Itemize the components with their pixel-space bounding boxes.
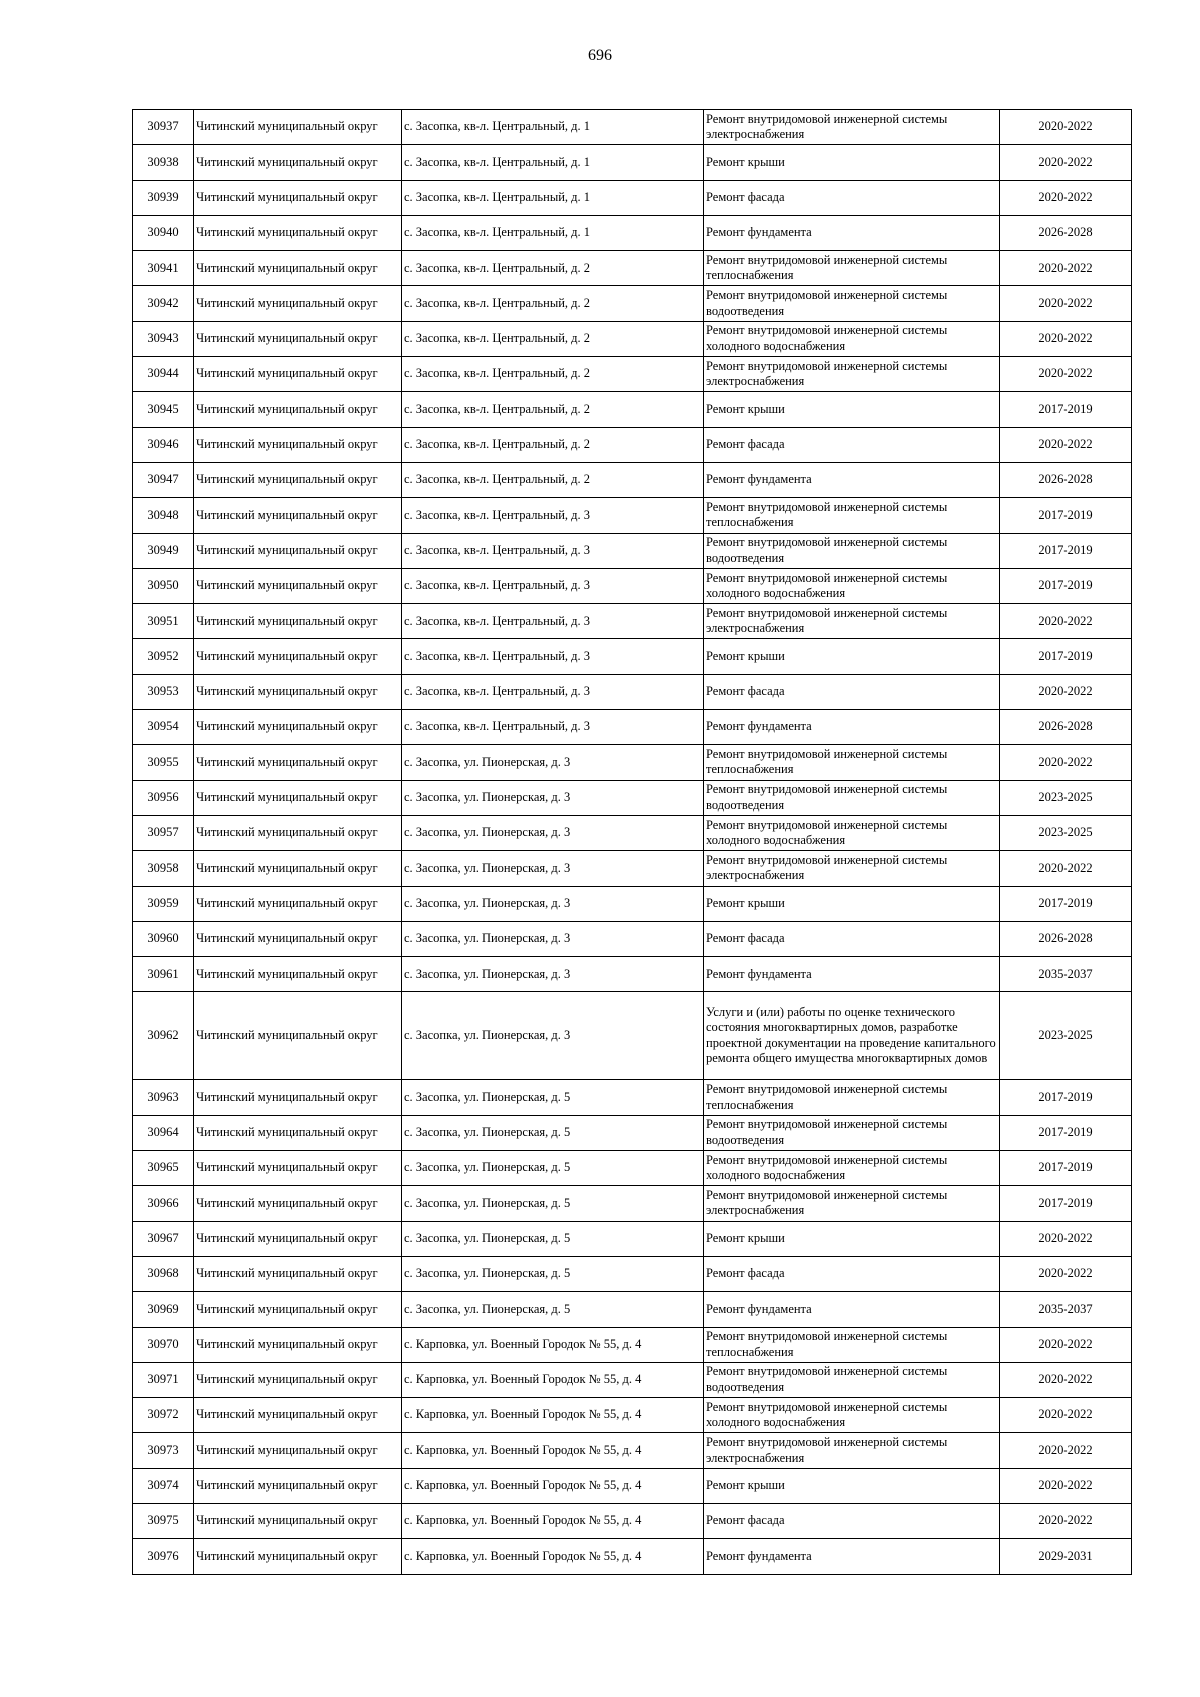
table-row [133, 215, 1132, 250]
row-number: 30948 [133, 498, 194, 533]
work-type-cell: Ремонт внутридомовой инженерной системы водоотведения [704, 286, 1000, 321]
work-type-cell: Ремонт внутридомовой инженерной системы теплоснабжения [704, 251, 1000, 286]
address-cell: с. Засопка, ул. Пионерская, д. 5 [402, 1256, 704, 1291]
table-row [133, 1221, 1132, 1256]
table-row [133, 1503, 1132, 1538]
work-type-cell: Ремонт внутридомовой инженерной системы водоотведения [704, 1115, 1000, 1150]
table-body [133, 110, 1132, 1575]
period-cell: 2023-2025 [1000, 815, 1132, 850]
work-type-cell: Ремонт внутридомовой инженерной системы холодного водоснабжения [704, 321, 1000, 356]
work-type-cell: Ремонт фасада [704, 1256, 1000, 1291]
address-cell: с. Засопка, ул. Пионерская, д. 3 [402, 921, 704, 956]
address-cell: с. Засопка, кв-л. Центральный, д. 2 [402, 427, 704, 462]
table-row [133, 815, 1132, 850]
period-cell: 2020-2022 [1000, 1398, 1132, 1433]
row-number: 30961 [133, 957, 194, 992]
address-cell: с. Засопка, кв-л. Центральный, д. 2 [402, 251, 704, 286]
municipality-cell: Читинский муниципальный округ [194, 1327, 402, 1362]
municipality-cell: Читинский муниципальный округ [194, 392, 402, 427]
municipality-cell: Читинский муниципальный округ [194, 427, 402, 462]
work-type-cell: Ремонт фасада [704, 921, 1000, 956]
period-cell: 2020-2022 [1000, 851, 1132, 886]
municipality-cell: Читинский муниципальный округ [194, 639, 402, 674]
table-row [133, 745, 1132, 780]
table-row [133, 921, 1132, 956]
municipality-cell: Читинский муниципальный округ [194, 1256, 402, 1291]
address-cell: с. Засопка, ул. Пионерская, д. 5 [402, 1080, 704, 1115]
address-cell: с. Засопка, кв-л. Центральный, д. 3 [402, 498, 704, 533]
row-number: 30951 [133, 604, 194, 639]
address-cell: с. Засопка, ул. Пионерская, д. 3 [402, 851, 704, 886]
row-number: 30957 [133, 815, 194, 850]
work-type-cell: Ремонт фундамента [704, 957, 1000, 992]
table-row [133, 1433, 1132, 1468]
row-number: 30953 [133, 674, 194, 709]
period-cell: 2026-2028 [1000, 462, 1132, 497]
row-number: 30954 [133, 710, 194, 745]
work-type-cell: Ремонт внутридомовой инженерной системы электроснабжения [704, 1186, 1000, 1221]
address-cell: с. Засопка, ул. Пионерская, д. 3 [402, 745, 704, 780]
municipality-cell: Читинский муниципальный округ [194, 886, 402, 921]
municipality-cell: Читинский муниципальный округ [194, 1433, 402, 1468]
table-row [133, 1151, 1132, 1186]
period-cell: 2017-2019 [1000, 886, 1132, 921]
address-cell: с. Засопка, кв-л. Центральный, д. 3 [402, 710, 704, 745]
row-number: 30947 [133, 462, 194, 497]
municipality-cell: Читинский муниципальный округ [194, 1468, 402, 1503]
table-row [133, 180, 1132, 215]
table-row [133, 1186, 1132, 1221]
municipality-cell: Читинский муниципальный округ [194, 674, 402, 709]
work-type-cell: Ремонт внутридомовой инженерной системы электроснабжения [704, 851, 1000, 886]
address-cell: с. Засопка, кв-л. Центральный, д. 3 [402, 568, 704, 603]
row-number: 30958 [133, 851, 194, 886]
period-cell: 2020-2022 [1000, 321, 1132, 356]
row-number: 30941 [133, 251, 194, 286]
period-cell: 2020-2022 [1000, 1503, 1132, 1538]
period-cell: 2017-2019 [1000, 568, 1132, 603]
municipality-cell: Читинский муниципальный округ [194, 251, 402, 286]
address-cell: с. Засопка, кв-л. Центральный, д. 1 [402, 110, 704, 145]
table-row [133, 392, 1132, 427]
table-row [133, 357, 1132, 392]
work-type-cell: Ремонт фундамента [704, 1539, 1000, 1574]
period-cell: 2020-2022 [1000, 145, 1132, 180]
address-cell: с. Засопка, ул. Пионерская, д. 5 [402, 1186, 704, 1221]
work-type-cell: Ремонт внутридомовой инженерной системы теплоснабжения [704, 745, 1000, 780]
municipality-cell: Читинский муниципальный округ [194, 462, 402, 497]
table-row [133, 321, 1132, 356]
row-number: 30963 [133, 1080, 194, 1115]
work-type-cell: Ремонт фасада [704, 674, 1000, 709]
period-cell: 2017-2019 [1000, 533, 1132, 568]
row-number: 30969 [133, 1292, 194, 1327]
period-cell: 2017-2019 [1000, 1186, 1132, 1221]
row-number: 30946 [133, 427, 194, 462]
work-type-cell: Ремонт фасада [704, 1503, 1000, 1538]
row-number: 30974 [133, 1468, 194, 1503]
period-cell: 2017-2019 [1000, 392, 1132, 427]
municipality-cell: Читинский муниципальный округ [194, 180, 402, 215]
row-number: 30952 [133, 639, 194, 674]
table-row [133, 533, 1132, 568]
row-number: 30939 [133, 180, 194, 215]
work-type-cell: Ремонт фундамента [704, 710, 1000, 745]
table-row [133, 992, 1132, 1080]
row-number: 30940 [133, 215, 194, 250]
table-row [133, 1115, 1132, 1150]
municipality-cell: Читинский муниципальный округ [194, 1362, 402, 1397]
work-type-cell: Ремонт внутридомовой инженерной системы электроснабжения [704, 1433, 1000, 1468]
work-type-cell: Ремонт внутридомовой инженерной системы водоотведения [704, 780, 1000, 815]
municipality-cell: Читинский муниципальный округ [194, 145, 402, 180]
period-cell: 2020-2022 [1000, 110, 1132, 145]
row-number: 30950 [133, 568, 194, 603]
row-number: 30971 [133, 1362, 194, 1397]
address-cell: с. Засопка, ул. Пионерская, д. 3 [402, 780, 704, 815]
period-cell: 2017-2019 [1000, 1080, 1132, 1115]
table-row [133, 1468, 1132, 1503]
address-cell: с. Засопка, ул. Пионерская, д. 5 [402, 1292, 704, 1327]
work-type-cell: Ремонт внутридомовой инженерной системы водоотведения [704, 533, 1000, 568]
table-row [133, 568, 1132, 603]
period-cell: 2020-2022 [1000, 1256, 1132, 1291]
table-row [133, 251, 1132, 286]
work-type-cell: Ремонт крыши [704, 639, 1000, 674]
table-row [133, 957, 1132, 992]
period-cell: 2020-2022 [1000, 1362, 1132, 1397]
row-number: 30944 [133, 357, 194, 392]
table-row [133, 780, 1132, 815]
period-cell: 2020-2022 [1000, 286, 1132, 321]
row-number: 30945 [133, 392, 194, 427]
address-cell: с. Карповка, ул. Военный Городок № 55, д. 4 [402, 1362, 704, 1397]
period-cell: 2029-2031 [1000, 1539, 1132, 1574]
work-type-cell: Ремонт внутридомовой инженерной системы теплоснабжения [704, 1080, 1000, 1115]
work-type-cell: Ремонт внутридомовой инженерной системы электроснабжения [704, 604, 1000, 639]
table-row [133, 1292, 1132, 1327]
table-row [133, 462, 1132, 497]
municipality-cell: Читинский муниципальный округ [194, 1115, 402, 1150]
row-number: 30973 [133, 1433, 194, 1468]
work-type-cell: Услуги и (или) работы по оценке технического состояния многоквартирных домов, разработке проектной документации на проведение капитального ремонта общего имущества многоквартирных домов [704, 992, 1000, 1080]
period-cell: 2020-2022 [1000, 1468, 1132, 1503]
work-type-cell: Ремонт фундамента [704, 215, 1000, 250]
work-type-cell: Ремонт крыши [704, 392, 1000, 427]
address-cell: с. Засопка, ул. Пионерская, д. 3 [402, 957, 704, 992]
work-type-cell: Ремонт крыши [704, 1221, 1000, 1256]
table-row [133, 710, 1132, 745]
table-row [133, 1362, 1132, 1397]
address-cell: с. Засопка, кв-л. Центральный, д. 3 [402, 533, 704, 568]
period-cell: 2020-2022 [1000, 604, 1132, 639]
address-cell: с. Засопка, кв-л. Центральный, д. 2 [402, 392, 704, 427]
table-row [133, 1256, 1132, 1291]
table-row [133, 110, 1132, 145]
address-cell: с. Карповка, ул. Военный Городок № 55, д. 4 [402, 1327, 704, 1362]
period-cell: 2020-2022 [1000, 674, 1132, 709]
row-number: 30970 [133, 1327, 194, 1362]
table-row [133, 498, 1132, 533]
repair-schedule-table [132, 109, 1132, 1575]
address-cell: с. Засопка, ул. Пионерская, д. 3 [402, 992, 704, 1080]
municipality-cell: Читинский муниципальный округ [194, 286, 402, 321]
row-number: 30968 [133, 1256, 194, 1291]
address-cell: с. Карповка, ул. Военный Городок № 55, д. 4 [402, 1398, 704, 1433]
work-type-cell: Ремонт внутридомовой инженерной системы электроснабжения [704, 357, 1000, 392]
municipality-cell: Читинский муниципальный округ [194, 498, 402, 533]
table-row [133, 1327, 1132, 1362]
municipality-cell: Читинский муниципальный округ [194, 957, 402, 992]
address-cell: с. Карповка, ул. Военный Городок № 55, д. 4 [402, 1433, 704, 1468]
row-number: 30972 [133, 1398, 194, 1433]
period-cell: 2020-2022 [1000, 1327, 1132, 1362]
period-cell: 2035-2037 [1000, 957, 1132, 992]
period-cell: 2017-2019 [1000, 639, 1132, 674]
row-number: 30964 [133, 1115, 194, 1150]
table-row [133, 639, 1132, 674]
work-type-cell: Ремонт крыши [704, 886, 1000, 921]
period-cell: 2020-2022 [1000, 180, 1132, 215]
table-row [133, 674, 1132, 709]
period-cell: 2020-2022 [1000, 357, 1132, 392]
period-cell: 2020-2022 [1000, 1433, 1132, 1468]
work-type-cell: Ремонт внутридомовой инженерной системы теплоснабжения [704, 498, 1000, 533]
municipality-cell: Читинский муниципальный округ [194, 110, 402, 145]
municipality-cell: Читинский муниципальный округ [194, 815, 402, 850]
period-cell: 2020-2022 [1000, 251, 1132, 286]
municipality-cell: Читинский муниципальный округ [194, 1539, 402, 1574]
work-type-cell: Ремонт фасада [704, 180, 1000, 215]
municipality-cell: Читинский муниципальный округ [194, 568, 402, 603]
address-cell: с. Засопка, кв-л. Центральный, д. 3 [402, 604, 704, 639]
row-number: 30962 [133, 992, 194, 1080]
municipality-cell: Читинский муниципальный округ [194, 1186, 402, 1221]
row-number: 30976 [133, 1539, 194, 1574]
table-row [133, 604, 1132, 639]
work-type-cell: Ремонт внутридомовой инженерной системы холодного водоснабжения [704, 568, 1000, 603]
table-row [133, 851, 1132, 886]
table-row [133, 886, 1132, 921]
row-number: 30960 [133, 921, 194, 956]
municipality-cell: Читинский муниципальный округ [194, 745, 402, 780]
address-cell: с. Карповка, ул. Военный Городок № 55, д. 4 [402, 1539, 704, 1574]
period-cell: 2026-2028 [1000, 710, 1132, 745]
period-cell: 2017-2019 [1000, 498, 1132, 533]
table-row [133, 427, 1132, 462]
period-cell: 2023-2025 [1000, 780, 1132, 815]
address-cell: с. Засопка, ул. Пионерская, д. 3 [402, 886, 704, 921]
address-cell: с. Засопка, кв-л. Центральный, д. 2 [402, 357, 704, 392]
address-cell: с. Засопка, кв-л. Центральный, д. 2 [402, 321, 704, 356]
row-number: 30955 [133, 745, 194, 780]
table-row [133, 1080, 1132, 1115]
address-cell: с. Карповка, ул. Военный Городок № 55, д. 4 [402, 1468, 704, 1503]
period-cell: 2023-2025 [1000, 992, 1132, 1080]
address-cell: с. Засопка, кв-л. Центральный, д. 3 [402, 639, 704, 674]
table-row [133, 1398, 1132, 1433]
table-row [133, 145, 1132, 180]
row-number: 30956 [133, 780, 194, 815]
row-number: 30975 [133, 1503, 194, 1538]
address-cell: с. Засопка, ул. Пионерская, д. 5 [402, 1115, 704, 1150]
municipality-cell: Читинский муниципальный округ [194, 1398, 402, 1433]
address-cell: с. Засопка, кв-л. Центральный, д. 2 [402, 286, 704, 321]
period-cell: 2020-2022 [1000, 745, 1132, 780]
municipality-cell: Читинский муниципальный округ [194, 533, 402, 568]
work-type-cell: Ремонт фундамента [704, 1292, 1000, 1327]
municipality-cell: Читинский муниципальный округ [194, 1221, 402, 1256]
work-type-cell: Ремонт фундамента [704, 462, 1000, 497]
period-cell: 2017-2019 [1000, 1151, 1132, 1186]
municipality-cell: Читинский муниципальный округ [194, 1292, 402, 1327]
row-number: 30966 [133, 1186, 194, 1221]
address-cell: с. Засопка, ул. Пионерская, д. 5 [402, 1221, 704, 1256]
address-cell: с. Засопка, кв-л. Центральный, д. 2 [402, 462, 704, 497]
work-type-cell: Ремонт крыши [704, 145, 1000, 180]
period-cell: 2035-2037 [1000, 1292, 1132, 1327]
table-row [133, 286, 1132, 321]
period-cell: 2017-2019 [1000, 1115, 1132, 1150]
municipality-cell: Читинский муниципальный округ [194, 992, 402, 1080]
municipality-cell: Читинский муниципальный округ [194, 321, 402, 356]
table-row [133, 1539, 1132, 1574]
address-cell: с. Засопка, кв-л. Центральный, д. 1 [402, 145, 704, 180]
row-number: 30937 [133, 110, 194, 145]
row-number: 30965 [133, 1151, 194, 1186]
address-cell: с. Засопка, ул. Пионерская, д. 5 [402, 1151, 704, 1186]
row-number: 30938 [133, 145, 194, 180]
work-type-cell: Ремонт внутридомовой инженерной системы водоотведения [704, 1362, 1000, 1397]
work-type-cell: Ремонт внутридомовой инженерной системы холодного водоснабжения [704, 815, 1000, 850]
work-type-cell: Ремонт крыши [704, 1468, 1000, 1503]
row-number: 30949 [133, 533, 194, 568]
period-cell: 2026-2028 [1000, 215, 1132, 250]
row-number: 30942 [133, 286, 194, 321]
municipality-cell: Читинский муниципальный округ [194, 710, 402, 745]
municipality-cell: Читинский муниципальный округ [194, 604, 402, 639]
municipality-cell: Читинский муниципальный округ [194, 1080, 402, 1115]
municipality-cell: Читинский муниципальный округ [194, 780, 402, 815]
work-type-cell: Ремонт внутридомовой инженерной системы электроснабжения [704, 110, 1000, 145]
address-cell: с. Засопка, кв-л. Центральный, д. 3 [402, 674, 704, 709]
municipality-cell: Читинский муниципальный округ [194, 921, 402, 956]
work-type-cell: Ремонт фасада [704, 427, 1000, 462]
municipality-cell: Читинский муниципальный округ [194, 215, 402, 250]
page-number: 696 [588, 47, 612, 64]
municipality-cell: Читинский муниципальный округ [194, 1151, 402, 1186]
address-cell: с. Засопка, кв-л. Центральный, д. 1 [402, 180, 704, 215]
address-cell: с. Карповка, ул. Военный Городок № 55, д. 4 [402, 1503, 704, 1538]
work-type-cell: Ремонт внутридомовой инженерной системы теплоснабжения [704, 1327, 1000, 1362]
address-cell: с. Засопка, ул. Пионерская, д. 3 [402, 815, 704, 850]
period-cell: 2020-2022 [1000, 427, 1132, 462]
municipality-cell: Читинский муниципальный округ [194, 357, 402, 392]
period-cell: 2020-2022 [1000, 1221, 1132, 1256]
row-number: 30943 [133, 321, 194, 356]
municipality-cell: Читинский муниципальный округ [194, 1503, 402, 1538]
row-number: 30959 [133, 886, 194, 921]
period-cell: 2026-2028 [1000, 921, 1132, 956]
address-cell: с. Засопка, кв-л. Центральный, д. 1 [402, 215, 704, 250]
row-number: 30967 [133, 1221, 194, 1256]
municipality-cell: Читинский муниципальный округ [194, 851, 402, 886]
work-type-cell: Ремонт внутридомовой инженерной системы холодного водоснабжения [704, 1151, 1000, 1186]
work-type-cell: Ремонт внутридомовой инженерной системы холодного водоснабжения [704, 1398, 1000, 1433]
